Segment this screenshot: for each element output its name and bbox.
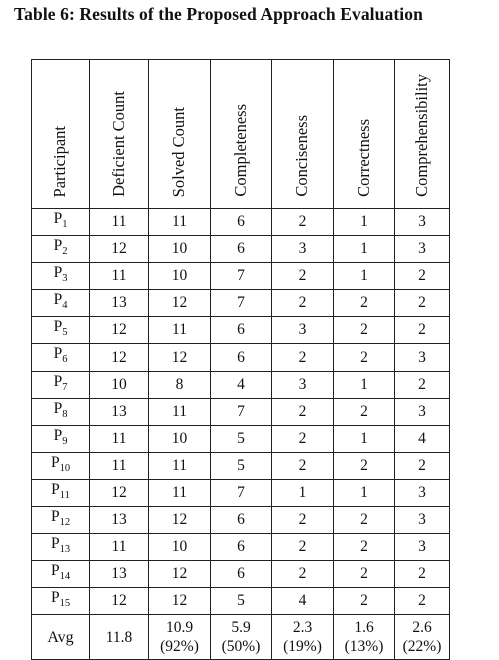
participant-cell bbox=[32, 371, 90, 398]
participant-cell bbox=[32, 398, 90, 425]
participant-cell bbox=[32, 588, 90, 615]
avg-correctness-pct: (13%) bbox=[344, 638, 384, 656]
participant-letter: P bbox=[53, 210, 63, 227]
avg-conciseness-value: 2.3 bbox=[292, 619, 313, 637]
solved-cell: 11 bbox=[149, 452, 211, 479]
correctness-cell: 2 bbox=[334, 561, 395, 588]
avg-row bbox=[32, 615, 450, 660]
comprehensibility-cell: 2 bbox=[395, 317, 450, 344]
correctness-cell: 2 bbox=[334, 452, 395, 479]
participant-number: 13 bbox=[59, 544, 71, 556]
participant-number: 1 bbox=[62, 219, 68, 231]
participant-cell bbox=[32, 263, 90, 290]
conciseness-cell: 2 bbox=[272, 534, 334, 561]
table-row bbox=[32, 561, 450, 588]
table-row bbox=[32, 209, 450, 236]
avg-solved-cell bbox=[149, 615, 211, 660]
solved-cell: 12 bbox=[149, 507, 211, 534]
solved-cell: 11 bbox=[149, 317, 211, 344]
comprehensibility-cell: 4 bbox=[395, 425, 450, 452]
deficient-cell: 12 bbox=[90, 344, 149, 371]
table-row bbox=[32, 236, 450, 263]
participant-cell bbox=[32, 507, 90, 534]
participant-number: 10 bbox=[59, 462, 71, 474]
deficient-cell: 11 bbox=[90, 534, 149, 561]
solved-cell: 10 bbox=[149, 425, 211, 452]
conciseness-cell: 2 bbox=[272, 290, 334, 317]
header-conciseness: Conciseness bbox=[292, 115, 312, 197]
correctness-cell: 2 bbox=[334, 398, 395, 425]
solved-cell: 12 bbox=[149, 290, 211, 317]
deficient-cell: 13 bbox=[90, 398, 149, 425]
solved-cell: 11 bbox=[149, 398, 211, 425]
solved-cell: 10 bbox=[149, 534, 211, 561]
solved-cell: 8 bbox=[149, 371, 211, 398]
correctness-cell: 2 bbox=[334, 534, 395, 561]
deficient-cell: 13 bbox=[90, 290, 149, 317]
header-cell bbox=[334, 60, 395, 209]
deficient-cell: 11 bbox=[90, 452, 149, 479]
deficient-cell: 13 bbox=[90, 561, 149, 588]
deficient-cell: 11 bbox=[90, 425, 149, 452]
header-comprehensibility: Comprehensibility bbox=[411, 74, 431, 197]
participant-letter: P bbox=[53, 291, 63, 309]
completeness-cell: 5 bbox=[211, 425, 272, 452]
participant-letter: P bbox=[51, 480, 60, 498]
solved-cell: 12 bbox=[149, 344, 211, 371]
participant-letter: P bbox=[53, 372, 63, 390]
participant-letter: P bbox=[50, 453, 60, 471]
header-cell bbox=[272, 60, 334, 209]
comprehensibility-cell: 3 bbox=[395, 236, 450, 263]
deficient-cell: 11 bbox=[90, 263, 149, 290]
header-completeness: Completeness bbox=[230, 104, 250, 197]
header-cell bbox=[149, 60, 211, 209]
comprehensibility-cell: 2 bbox=[395, 588, 450, 615]
participant-cell bbox=[32, 425, 90, 452]
completeness-cell: 6 bbox=[211, 344, 272, 371]
completeness-cell: 7 bbox=[211, 479, 272, 506]
correctness-cell: 1 bbox=[334, 425, 395, 452]
avg-comprehensibility-value: 2.6 bbox=[412, 619, 432, 637]
comprehensibility-cell: 3 bbox=[395, 479, 450, 506]
participant-number: 4 bbox=[62, 300, 68, 312]
participant-number: 7 bbox=[62, 381, 68, 393]
participant-number: 3 bbox=[62, 273, 68, 285]
avg-label-cell bbox=[32, 615, 90, 660]
header-cell bbox=[395, 60, 450, 209]
comprehensibility-cell: 2 bbox=[395, 290, 450, 317]
avg-completeness-cell bbox=[211, 615, 272, 660]
participant-number: 11 bbox=[59, 490, 70, 502]
correctness-cell: 2 bbox=[334, 507, 395, 534]
correctness-cell: 2 bbox=[334, 290, 395, 317]
deficient-cell: 12 bbox=[90, 479, 149, 506]
comprehensibility-cell: 3 bbox=[395, 209, 450, 236]
comprehensibility-cell: 2 bbox=[395, 561, 450, 588]
deficient-cell: 12 bbox=[90, 317, 149, 344]
table-row bbox=[32, 534, 450, 561]
avg-correctness-value: 1.6 bbox=[354, 619, 374, 637]
participant-cell bbox=[32, 452, 90, 479]
header-cell bbox=[90, 60, 149, 209]
table-row bbox=[32, 507, 450, 534]
table-body bbox=[32, 209, 450, 615]
participant-letter: P bbox=[53, 345, 63, 363]
table-row bbox=[32, 290, 450, 317]
conciseness-cell: 4 bbox=[272, 588, 334, 615]
deficient-cell: 13 bbox=[90, 507, 149, 534]
completeness-cell: 6 bbox=[211, 236, 272, 263]
conciseness-cell: 3 bbox=[272, 236, 334, 263]
conciseness-cell: 1 bbox=[272, 479, 334, 506]
participant-letter: P bbox=[53, 426, 63, 444]
comprehensibility-cell: 3 bbox=[395, 507, 450, 534]
solved-cell: 10 bbox=[149, 263, 211, 290]
participant-letter: P bbox=[53, 237, 63, 255]
participant-number: 2 bbox=[62, 246, 68, 258]
participant-letter: P bbox=[50, 535, 60, 553]
completeness-cell: 6 bbox=[211, 561, 272, 588]
table-row bbox=[32, 452, 450, 479]
conciseness-cell: 2 bbox=[272, 209, 334, 236]
conciseness-cell: 2 bbox=[272, 263, 334, 290]
comprehensibility-cell: 3 bbox=[395, 344, 450, 371]
completeness-cell: 5 bbox=[211, 588, 272, 615]
conciseness-cell: 2 bbox=[272, 561, 334, 588]
participant-number: 9 bbox=[62, 435, 68, 447]
participant-number: 15 bbox=[59, 598, 71, 610]
header-row bbox=[32, 60, 450, 209]
completeness-cell: 4 bbox=[211, 371, 272, 398]
solved-cell: 11 bbox=[149, 209, 211, 236]
participant-cell bbox=[32, 290, 90, 317]
participant-cell bbox=[32, 479, 90, 506]
avg-comprehensibility-pct: (22%) bbox=[402, 638, 442, 656]
solved-cell: 12 bbox=[149, 588, 211, 615]
participant-letter: P bbox=[50, 589, 60, 607]
participant-letter: P bbox=[53, 264, 63, 282]
avg-completeness-value: 5.9 bbox=[231, 619, 251, 637]
header-cell bbox=[32, 60, 90, 209]
participant-letter: P bbox=[50, 508, 60, 526]
conciseness-cell: 3 bbox=[272, 371, 334, 398]
participant-cell bbox=[32, 344, 90, 371]
participant-letter: P bbox=[53, 318, 63, 336]
deficient-cell: 10 bbox=[90, 371, 149, 398]
table-caption: Table 6: Results of the Proposed Approach Evaluation bbox=[14, 4, 423, 24]
participant-number: 12 bbox=[59, 517, 71, 529]
correctness-cell: 1 bbox=[334, 263, 395, 290]
table-row bbox=[32, 344, 450, 371]
correctness-cell: 2 bbox=[334, 317, 395, 344]
completeness-cell: 6 bbox=[211, 534, 272, 561]
header-solved-count: Solved Count bbox=[169, 106, 189, 197]
header-cell bbox=[211, 60, 272, 209]
avg-completeness-pct: (50%) bbox=[221, 638, 261, 656]
avg-comprehensibility-cell bbox=[395, 615, 450, 660]
conciseness-cell: 2 bbox=[272, 344, 334, 371]
correctness-cell: 2 bbox=[334, 344, 395, 371]
avg-solved-value: 10.9 bbox=[165, 619, 194, 637]
conciseness-cell: 3 bbox=[272, 317, 334, 344]
completeness-cell: 7 bbox=[211, 290, 272, 317]
participant-cell bbox=[32, 317, 90, 344]
solved-cell: 12 bbox=[149, 561, 211, 588]
participant-cell bbox=[32, 534, 90, 561]
solved-cell: 10 bbox=[149, 236, 211, 263]
participant-letter: P bbox=[50, 562, 60, 580]
table-row bbox=[32, 425, 450, 452]
correctness-cell: 1 bbox=[334, 236, 395, 263]
deficient-cell: 11 bbox=[90, 209, 149, 236]
correctness-cell: 1 bbox=[334, 209, 395, 236]
comprehensibility-cell: 2 bbox=[395, 371, 450, 398]
participant-number: 8 bbox=[62, 408, 68, 420]
participant-number: 14 bbox=[59, 571, 71, 583]
participant-letter: P bbox=[53, 399, 63, 417]
completeness-cell: 6 bbox=[211, 317, 272, 344]
comprehensibility-cell: 3 bbox=[395, 398, 450, 425]
completeness-cell: 6 bbox=[211, 507, 272, 534]
participant-cell bbox=[32, 209, 90, 236]
header-deficient-count: Deficient Count bbox=[108, 91, 128, 197]
avg-conciseness-cell bbox=[272, 615, 334, 660]
participant-number: 6 bbox=[62, 354, 68, 366]
completeness-cell: 7 bbox=[211, 398, 272, 425]
comprehensibility-cell: 2 bbox=[395, 452, 450, 479]
avg-deficient: 11.8 bbox=[90, 615, 149, 660]
avg-conciseness-pct: (19%) bbox=[283, 638, 322, 656]
conciseness-cell: 2 bbox=[272, 398, 334, 425]
correctness-cell: 1 bbox=[334, 371, 395, 398]
participant-number: 5 bbox=[62, 327, 68, 339]
participant-cell bbox=[32, 236, 90, 263]
participant-cell bbox=[32, 561, 90, 588]
solved-cell: 11 bbox=[149, 479, 211, 506]
deficient-cell: 12 bbox=[90, 588, 149, 615]
completeness-cell: 6 bbox=[211, 209, 272, 236]
table-row bbox=[32, 398, 450, 425]
deficient-cell: 12 bbox=[90, 236, 149, 263]
header-participant: Participant bbox=[50, 125, 70, 197]
conciseness-cell: 2 bbox=[272, 452, 334, 479]
table-row bbox=[32, 588, 450, 615]
table-row bbox=[32, 371, 450, 398]
comprehensibility-cell: 2 bbox=[395, 263, 450, 290]
avg-correctness-cell bbox=[334, 615, 395, 660]
avg-solved-pct: (92%) bbox=[160, 638, 199, 656]
conciseness-cell: 2 bbox=[272, 425, 334, 452]
comprehensibility-cell: 3 bbox=[395, 534, 450, 561]
results-table bbox=[31, 59, 450, 660]
completeness-cell: 7 bbox=[211, 263, 272, 290]
table-row bbox=[32, 263, 450, 290]
header-correctness: Correctness bbox=[353, 119, 373, 197]
avg-label: Avg bbox=[47, 628, 74, 646]
correctness-cell: 1 bbox=[334, 479, 395, 506]
table-row bbox=[32, 479, 450, 506]
completeness-cell: 5 bbox=[211, 452, 272, 479]
conciseness-cell: 2 bbox=[272, 507, 334, 534]
correctness-cell: 2 bbox=[334, 588, 395, 615]
table-row bbox=[32, 317, 450, 344]
